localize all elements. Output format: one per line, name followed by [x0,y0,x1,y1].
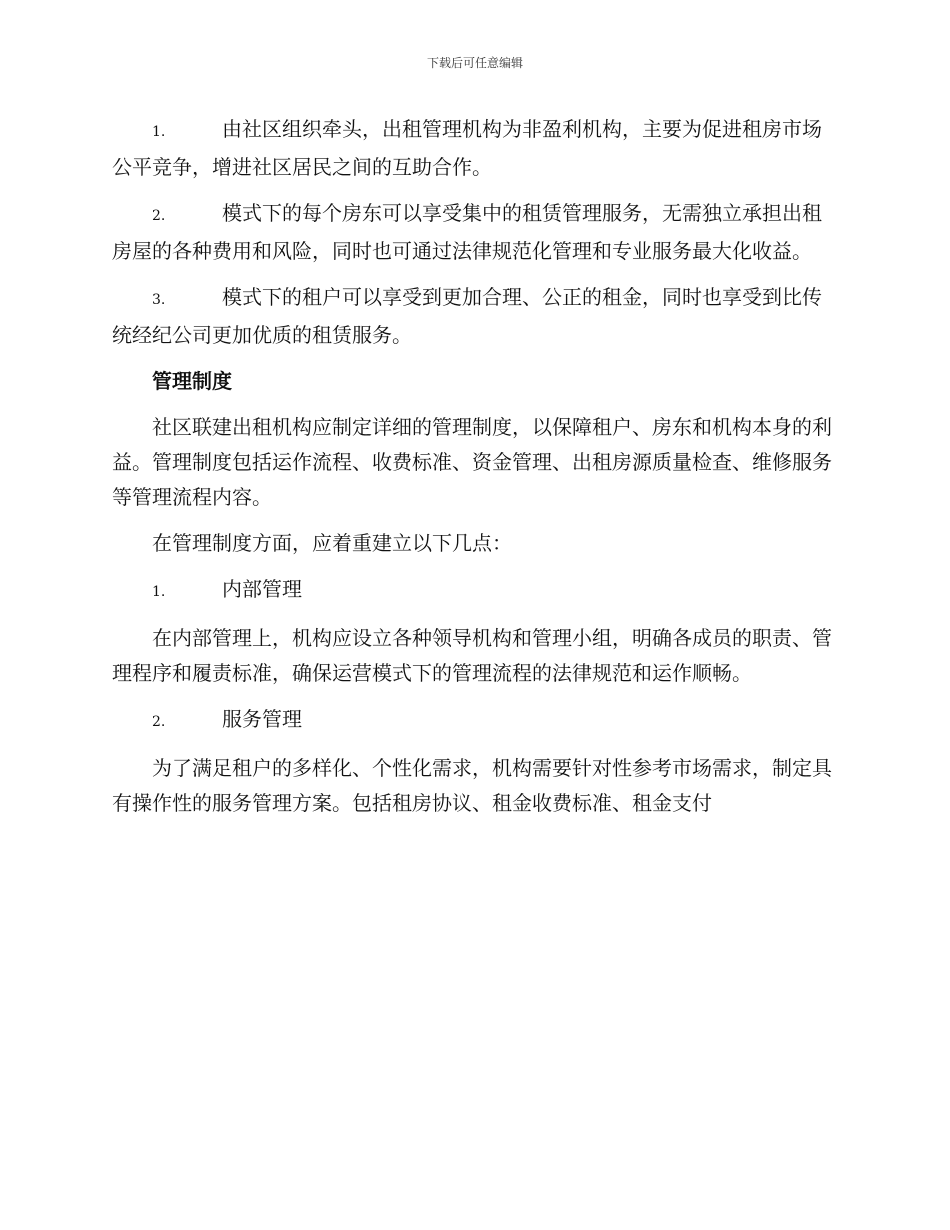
document-body [112,112,832,832]
list-number: 1. [152,124,166,140]
list-item [112,572,832,610]
list-text: 模式下的每个房东可以享受集中的租赁管理服务，无需独立承担出租房屋的各种费用和风险，同时也可通过法律规范化管理和专业服务最大化收益。 [112,201,822,263]
list-text: 服务管理 [222,707,302,731]
list-number: 2. [152,208,166,224]
list-text: 由社区组织牵头，出租管理机构为非盈利机构，主要为促进租房市场公平竞争，增进社区居民之间的互助合作。 [112,117,822,179]
list-item [112,280,832,353]
list-text: 模式下的租户可以享受到更加合理、公正的租金，同时也享受到比传统经纪公司更加优质的租赁服务。 [112,285,822,347]
list-item [112,702,832,740]
page-header: 下载后可任意编辑 [426,56,523,70]
list-item [112,196,832,269]
paragraph: 社区联建出租机构应制定详细的管理制度，以保障租户、房东和机构本身的利益。管理制度包括运作流程、收费标准、资金管理、出租房源质量检查、维修服务等管理流程内容。 [112,415,832,509]
paragraph: 为了满足租户的多样化、个性化需求，机构需要针对性参考市场需求，制定具有操作性的服务管理方案。包括租房协议、租金收费标准、租金支付 [112,756,832,815]
list-number: 3. [152,292,166,308]
list-text: 内部管理 [222,577,302,601]
section-heading: 管理制度 [152,369,232,393]
list-number: 1. [152,584,166,600]
paragraph: 在内部管理上，机构应设立各种领导机构和管理小组，明确各成员的职责、管理程序和履责标准，确保运营模式下的管理流程的法律规范和运作顺畅。 [112,626,832,685]
list-item [112,112,832,185]
paragraph: 在管理制度方面，应着重建立以下几点： [152,531,512,555]
list-number: 2. [152,714,166,730]
